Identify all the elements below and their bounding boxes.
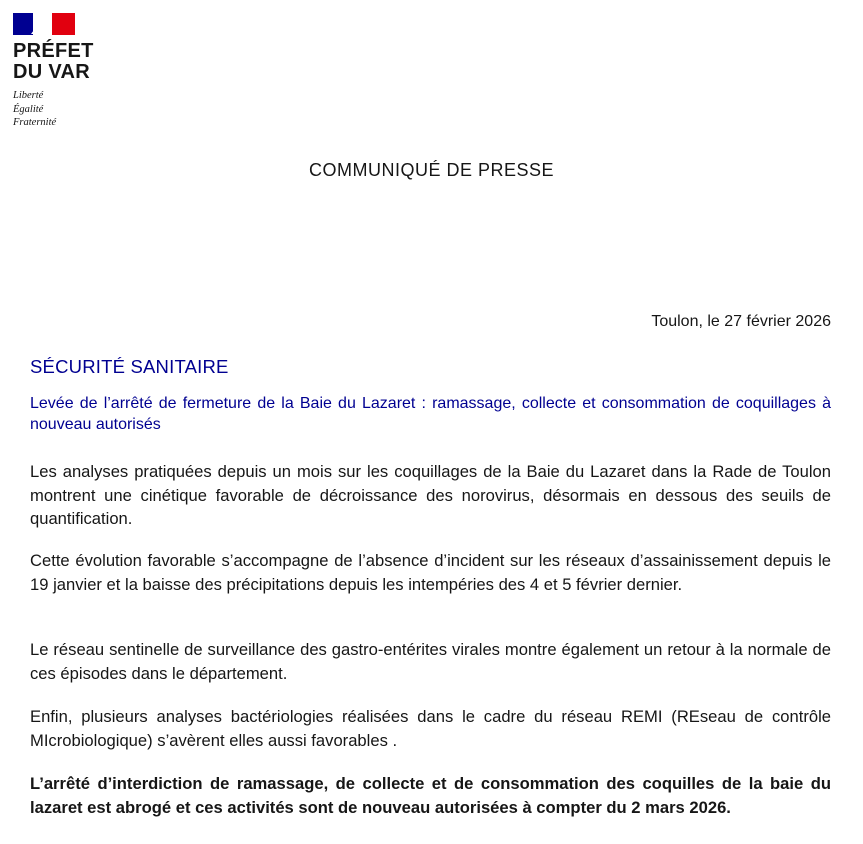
release-subtitle: Levée de l’arrêté de fermeture de la Baie du Lazaret : ramassage, collecte et consommation de coquillages à nouveau autorisés <box>30 395 831 433</box>
motto-fraternite: Fraternité <box>13 117 57 128</box>
paragraph-decision: L’arrêté d’interdiction de ramassage, de collecte et de consommation des coquilles de la baie du lazaret est abrogé et ces activités sont de nouveau autorisées à compter du 2 mars 2026. <box>30 774 831 817</box>
paragraph-reseau-sentinelle: Le réseau sentinelle de surveillance des gastro-entérites virales montre également un retour à la normale de ces épisodes dans le département. <box>30 640 831 683</box>
prefecture-name-line2: DU VAR <box>13 61 90 83</box>
place-date: Toulon, le 27 février 2026 <box>651 313 831 330</box>
paragraph-remi: Enfin, plusieurs analyses bactériologies réalisées dans le cadre du réseau REMI (REseau de contrôle MIcrobiologique) s’avèrent elles aussi favorables . <box>30 707 831 750</box>
prefecture-logo <box>13 13 133 130</box>
marianne-flag-icon <box>13 13 75 35</box>
motto-liberte: Liberté <box>13 90 44 101</box>
motto-egalite: Égalité <box>13 103 44 115</box>
document-type-title: COMMUNIQUÉ DE PRESSE <box>308 160 555 180</box>
prefecture-name-line1: PRÉFET <box>13 40 94 62</box>
paragraph-analyses: Les analyses pratiquées depuis un mois sur les coquillages de la Baie du Lazaret dans la Rade de Toulon montrent une cinétique favorable de décroissance des norovirus, désormais en dessous des seuils de quantification. <box>30 462 831 528</box>
paragraph-evolution: Cette évolution favorable s’accompagne de l’absence d’incident sur les réseaux d’assainissement depuis le 19 janvier et la baisse des précipitations depuis les intempéries des 4 et 5 février dernier. <box>30 551 831 594</box>
republic-motto <box>13 89 133 130</box>
rubric-heading: SÉCURITÉ SANITAIRE <box>30 356 229 377</box>
prefecture-name <box>13 41 133 83</box>
